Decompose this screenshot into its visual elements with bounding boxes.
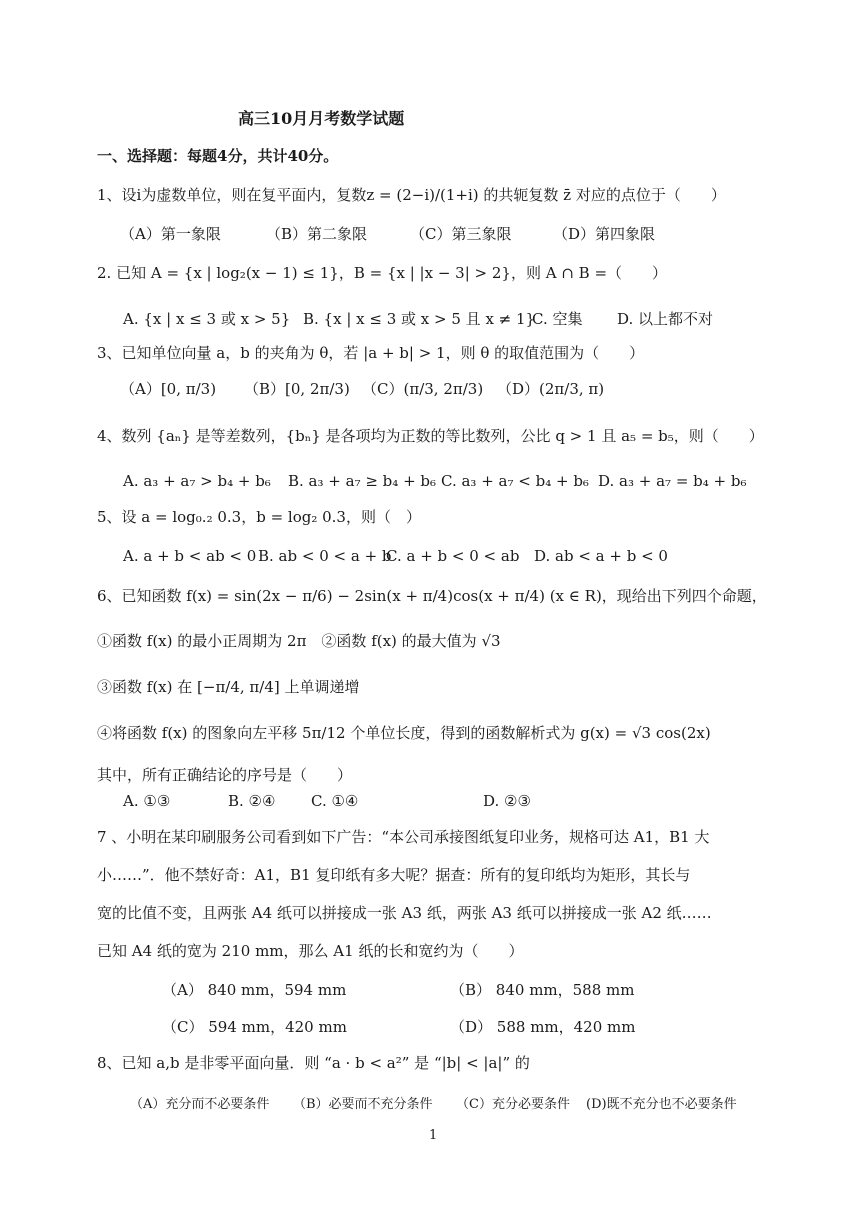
q4-option-a: A. a₃ + a₇ > b₄ + b₆ (123, 472, 271, 490)
q5-option-b: B. ab < 0 < a + b (258, 547, 392, 565)
q4-option-c: C. a₃ + a₇ < b₄ + b₆ (441, 472, 589, 490)
q7-option-b: （B） 840 mm，588 mm (450, 981, 635, 999)
q6-proposition-4: ④将函数 f(x) 的图象向左平移 5π/12 个单位长度，得到的函数解析式为 g(x) = √3 cos(2x) (97, 724, 711, 742)
q4-option-b: B. a₃ + a₇ ≥ b₄ + b₆ (288, 472, 437, 490)
q6-proposition-3: ③函数 f(x) 在 [−π/4, π/4] 上单调递增 (97, 678, 360, 696)
q1-option-c: （C）第三象限 (410, 225, 512, 243)
q7-line-1: 7 、小明在某印刷服务公司看到如下广告：“本公司承接图纸复印业务，规格可达 A1，B1 大 (97, 828, 710, 846)
q8-option-c: （C）充分必要条件 (456, 1097, 570, 1112)
q7-option-c: （C） 594 mm，420 mm (162, 1018, 347, 1036)
q3-option-b: （B）[0, 2π/3) (244, 380, 350, 398)
q4-option-d: D. a₃ + a₇ = b₄ + b₆ (598, 472, 747, 490)
q6-option-c: C. ①④ (311, 792, 359, 810)
q6-stem: 6、已知函数 f(x) = sin(2x − π/6) − 2sin(x + π/4)cos(x + π/4) (x ∈ R)，现给出下列四个命题， (97, 587, 767, 605)
q3-option-c: （C）(π/3, 2π/3) (362, 380, 484, 398)
q1-option-a: （A）第一象限 (120, 225, 221, 243)
q3-option-a: （A）[0, π/3) (120, 380, 217, 398)
q8-option-d: (D)既不充分也不必要条件 (586, 1097, 737, 1112)
q1-option-b: （B）第二象限 (266, 225, 368, 243)
q8-stem: 8、已知 a,b 是非零平面向量．则 “a · b < a²” 是 “|b| < |a|” 的 (97, 1054, 530, 1072)
q1-option-d: （D）第四象限 (553, 225, 656, 243)
q3-option-d: （D）(2π/3, π) (497, 380, 605, 398)
q2-option-c: C. 空集 (532, 310, 583, 328)
q6-option-b: B. ②④ (228, 792, 276, 810)
q7-option-a: （A） 840 mm，594 mm (162, 981, 347, 999)
q7-line-2: 小……”．他不禁好奇：A1，B1 复印纸有多大呢？据查：所有的复印纸均为矩形，其长与 (97, 866, 691, 884)
q6-option-a: A. ①③ (123, 792, 171, 810)
page-title: 高三10月月考数学试题 (238, 109, 405, 128)
q2-option-d: D. 以上都不对 (617, 310, 714, 328)
q7-option-d: （D） 588 mm，420 mm (450, 1018, 636, 1036)
q7-line-3: 宽的比值不变，且两张 A4 纸可以拼接成一张 A3 纸，两张 A3 纸可以拼接成一张 A2 纸…… (97, 904, 712, 922)
q4-stem: 4、数列 {aₙ} 是等差数列，{bₙ} 是各项均为正数的等比数列，公比 q > 1 且 a₅ = b₅，则（ ） (97, 427, 764, 445)
q2-option-b: B. {x | x ≤ 3 或 x > 5 且 x ≠ 1} (303, 310, 536, 328)
q8-option-b: （B）必要而不充分条件 (293, 1097, 433, 1112)
q5-stem: 5、设 a = log₀.₂ 0.3，b = log₂ 0.3，则（ ） (97, 508, 421, 526)
q6-ask: 其中，所有正确结论的序号是（ ） (97, 766, 353, 784)
section-heading: 一、选择题：每题4分，共计40分。 (97, 147, 339, 165)
q5-option-c: C. a + b < 0 < ab (386, 547, 520, 565)
q2-option-a: A. {x | x ≤ 3 或 x > 5} (123, 310, 291, 328)
q6-proposition-1-2: ①函数 f(x) 的最小正周期为 2π ②函数 f(x) 的最大值为 √3 (97, 632, 501, 650)
q8-option-a: （A）充分而不必要条件 (130, 1097, 270, 1112)
q6-option-d: D. ②③ (483, 792, 531, 810)
q5-option-a: A. a + b < ab < 0 (123, 547, 257, 565)
q1-stem: 1、设i为虚数单位，则在复平面内，复数z = (2−i)/(1+i) 的共轭复数 z̄ 对应的点位于（ ） (97, 186, 726, 204)
q5-option-d: D. ab < a + b < 0 (534, 547, 668, 565)
page-number: 1 (429, 1128, 438, 1143)
q7-line-4: 已知 A4 纸的宽为 210 mm，那么 A1 纸的长和宽约为（ ） (97, 942, 524, 960)
q2-stem: 2. 已知 A = {x | log₂(x − 1) ≤ 1}，B = {x | |x − 3| > 2}，则 A ∩ B =（ ） (97, 264, 668, 282)
q3-stem: 3、已知单位向量 a，b 的夹角为 θ，若 |a + b| > 1，则 θ 的取值范围为（ ） (97, 344, 645, 362)
